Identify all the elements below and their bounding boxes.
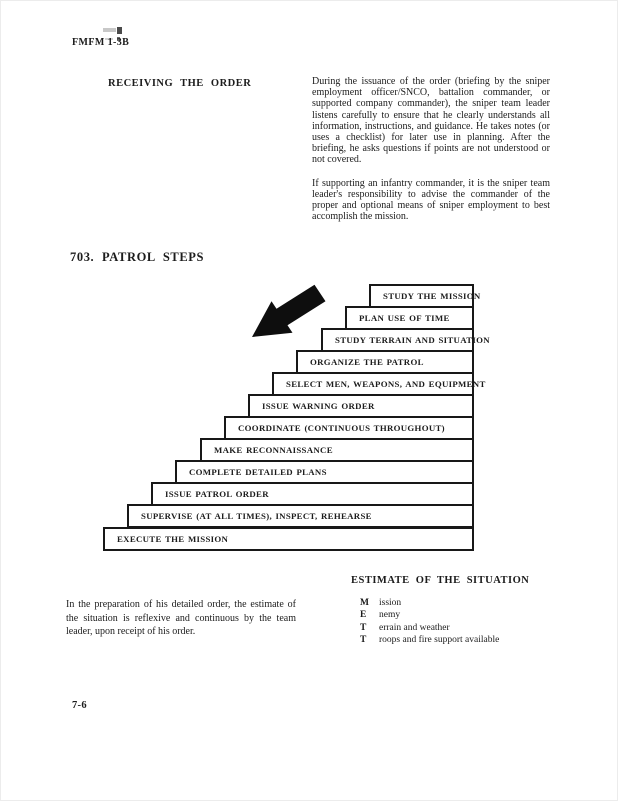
step-label: ISSUE PATROL ORDER: [165, 489, 269, 499]
mett-item: [360, 635, 499, 647]
scan-artifact: [103, 28, 116, 32]
step-label: SUPERVISE (AT ALL TIMES), INSPECT, REHEARSE: [141, 511, 372, 521]
step-label: MAKE RECONNAISSANCE: [214, 445, 333, 455]
mett-list: [360, 598, 499, 648]
patrol-step-7: [224, 416, 474, 440]
mett-text: errain and weather: [379, 622, 450, 633]
patrol-step-6: [248, 394, 474, 418]
patrol-step-2: [345, 306, 474, 330]
paragraph: If supporting an infantry commander, it is the sniper team leader's responsibility to advise the commander of the proper and optional means of sniper employment to best accomplish the mission.: [312, 177, 550, 223]
mett-letter: T: [360, 622, 367, 633]
step-label: ISSUE WARNING ORDER: [262, 401, 375, 411]
mett-text: nemy: [379, 610, 401, 621]
step-label: EXECUTE THE MISSION: [117, 534, 229, 544]
document-code: FMFM 1-3B: [72, 37, 130, 48]
patrol-step-10: [151, 482, 474, 506]
section-heading-patrol-steps: 703. PATROL STEPS: [70, 250, 205, 264]
patrol-step-3: [321, 328, 490, 352]
step-label: STUDY THE MISSION: [383, 291, 481, 301]
section-heading-receiving-order: RECEIVING THE ORDER: [108, 78, 252, 89]
receiving-order-text: [312, 76, 550, 234]
patrol-step-4: [296, 350, 474, 374]
estimate-note: In the preparation of his detailed order, the estimate of the situation is reflexive and continuous by the team leader, upon receipt of his order.: [66, 599, 296, 637]
patrol-step-12: [103, 527, 474, 551]
step-label: PLAN USE OF TIME: [359, 313, 450, 323]
step-label: STUDY TERRAIN AND SITUATION: [335, 335, 490, 345]
page-number: 7-6: [72, 700, 87, 711]
mett-letter: M: [360, 598, 369, 608]
down-left-arrow-icon: [246, 283, 330, 347]
patrol-step-9: [175, 460, 474, 484]
step-label: ORGANIZE THE PATROL: [310, 357, 424, 367]
patrol-step-1: [369, 284, 481, 308]
scan-artifact: [117, 27, 122, 34]
step-label: COMPLETE DETAILED PLANS: [189, 467, 327, 477]
mett-text: roops and fire support available: [379, 635, 500, 646]
mett-letter: T: [360, 635, 367, 646]
patrol-step-11: [127, 504, 474, 528]
patrol-step-5: [272, 372, 486, 396]
step-label: SELECT MEN, WEAPONS, AND EQUIPMENT: [286, 379, 486, 389]
mett-item: [360, 623, 499, 635]
mett-item: [360, 598, 499, 610]
patrol-step-8: [200, 438, 474, 462]
paragraph: During the issuance of the order (briefing by the sniper employment officer/SNCO, battalion commander, or supported company commander), the sniper team leader listens carefully to ensure that he clearly understands all information, instructions, and guidance. He takes notes (or uses a checklist) for later use in planning. After the briefing, he asks questions if points are not understood or not covered.: [312, 76, 550, 166]
mett-letter: E: [360, 610, 367, 621]
step-label: COORDINATE (CONTINUOUS THROUGHOUT): [238, 423, 445, 433]
mett-item: [360, 610, 499, 622]
mett-text: ission: [379, 598, 402, 608]
estimate-heading: ESTIMATE OF THE SITUATION: [351, 575, 530, 586]
